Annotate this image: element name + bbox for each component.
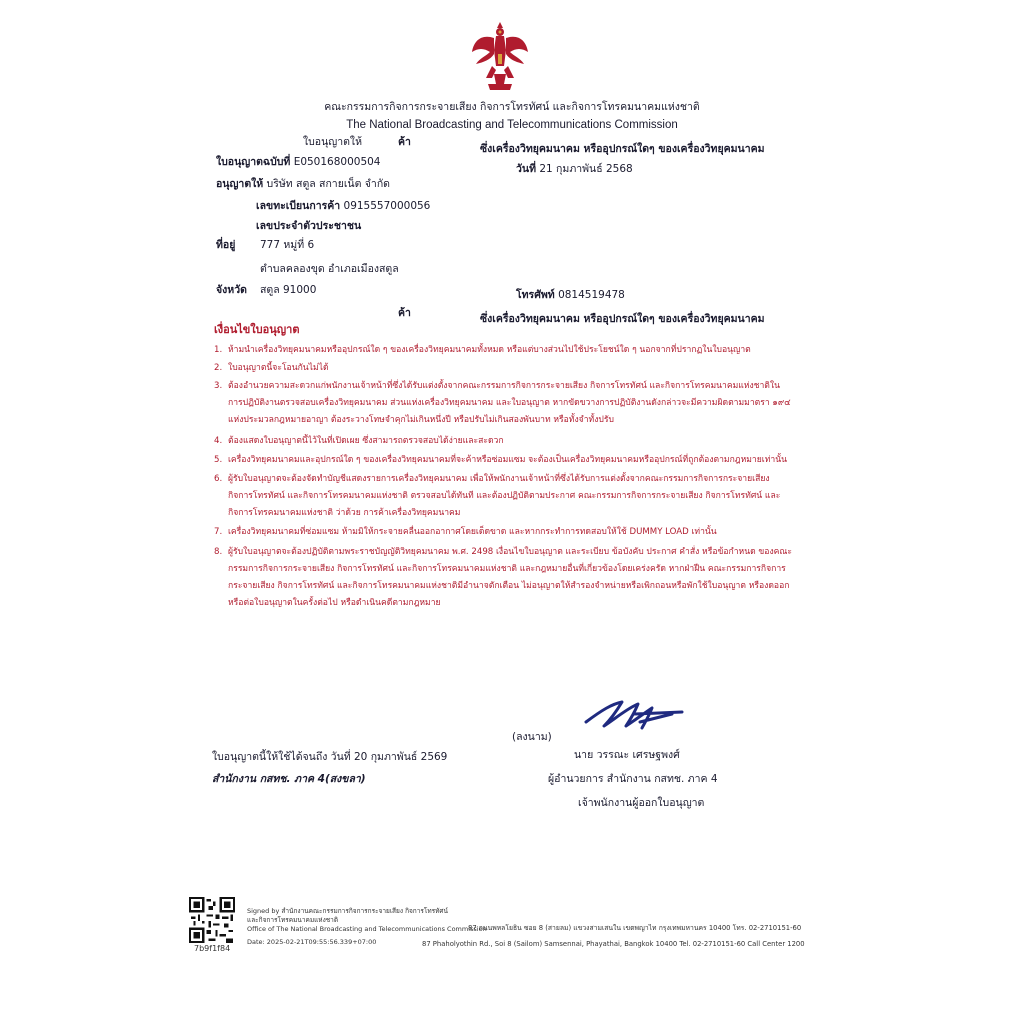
license-date-row xyxy=(516,162,633,176)
condition-item xyxy=(214,524,794,541)
signature-label: (ลงนาม) xyxy=(512,731,552,743)
condition-item xyxy=(214,471,794,523)
address-label: ที่อยู่ xyxy=(216,239,236,251)
grantee-name: บริษัท สตูล สกายเน็ต จำกัด xyxy=(266,178,390,190)
province-label: จังหวัด xyxy=(216,284,247,296)
signed-by-line-1: Signed by สำนักงานคณะกรรมการกิจการกระจายเสียง กิจการโทรทัศน์ xyxy=(247,907,449,915)
address-line-1: 777 หมู่ที่ 6 xyxy=(260,239,315,251)
license-type-repeat: ค้า xyxy=(398,307,411,319)
phone-number: 0814519478 xyxy=(558,289,625,301)
validity-text: ใบอนุญาตนี้ให้ใช้ได้จนถึง วันที่ 20 กุมภาพันธ์ 2569 xyxy=(212,751,448,763)
qr-code-icon xyxy=(189,897,235,943)
grantee-label: อนุญาตให้ xyxy=(216,178,264,190)
condition-text: ผู้รับใบอนุญาตจะต้องจัดทำบัญชีแสดงรายการเครื่องวิทยุคมนาคม เพื่อให้พนักงานเจ้าหน้าที่ซึ่งได้รับการแต่งตั้งจากคณะกรรมการกิจการกระจายเสียง กิจการโทรทัศน์ และกิจการโทรคมนาคมแห่งชาติ ตรวจสอบได้ทันที และต้องปฏิบัติตามประกาศ คณะกรรมการกิจการกระจายเสียง กิจการโทรทัศน์ และกิจการโทรคมนาคมแห่งชาติ ว่าด้วย การค้าเครื่องวิทยุคมนาคม xyxy=(228,474,781,518)
trade-registration-label: เลขทะเบียนการค้า xyxy=(256,200,341,212)
conditions-title: เงื่อนไขใบอนุญาต xyxy=(214,323,300,336)
office-address-thai: 87 ถนนพหลโยธิน ซอย 8 (สายลม) แขวงสามเสนใน เขตพญาไท กรุงเทพมหานคร 10400 โทร. 02-2710151-60 xyxy=(468,924,802,932)
handwritten-signature xyxy=(582,696,686,732)
license-number-label: ใบอนุญาตฉบับที่ xyxy=(216,156,291,168)
condition-number: 4. xyxy=(214,436,223,446)
license-description-repeat: ซึ่งเครื่องวิทยุคมนาคม หรืออุปกรณ์ใดๆ ของเครื่องวิทยุคมนาคม xyxy=(480,313,765,325)
condition-text: ใบอนุญาตนี้จะโอนกันไม่ได้ xyxy=(228,363,329,373)
condition-item xyxy=(214,360,794,377)
qr-code-label: 7b9f1f84 xyxy=(194,944,231,953)
condition-number: 6. xyxy=(214,474,223,484)
condition-number: 1. xyxy=(214,345,223,355)
agency-title-thai: คณะกรรมการกิจการกระจายเสียง กิจการโทรทัศน์ และกิจการโทรคมนาคมแห่งชาติ xyxy=(324,101,700,113)
condition-number: 8. xyxy=(214,547,223,557)
office-address-english: 87 Phaholyothin Rd., Soi 8 (Sailom) Samsennai, Phayathai, Bangkok 10400 Tel. 02-2710151-60 Call Center 1200 xyxy=(422,940,805,948)
signer-role: เจ้าพนักงานผู้ออกใบอนุญาต xyxy=(578,797,705,809)
signer-name: นาย วรรณะ เศรษฐพงศ์ xyxy=(574,749,680,761)
signed-by-line-2: และกิจการโทรคมนาคมแห่งชาติ xyxy=(247,916,339,924)
garuda-emblem-icon xyxy=(468,18,532,94)
condition-text: เครื่องวิทยุคมนาคมที่ซ่อมแซม ห้ามมิให้กระจายคลื่นออกอากาศโดยเด็ดขาด และหากกระทำการทดสอบให้ใช้ DUMMY LOAD เท่านั้น xyxy=(228,527,717,537)
condition-number: 2. xyxy=(214,363,223,373)
signing-date: Date: 2025-02-21T09:55:56.339+07:00 xyxy=(247,938,377,946)
condition-item xyxy=(214,342,794,359)
agency-title-english: The National Broadcasting and Telecommunications Commission xyxy=(346,119,678,131)
condition-text: ต้องแสดงใบอนุญาตนี้ไว้ในที่เปิดเผย ซึ่งสามารถตรวจสอบได้ง่ายและสะดวก xyxy=(228,436,504,446)
trade-registration-number: 0915557000056 xyxy=(343,200,431,212)
condition-text: ผู้รับใบอนุญาตจะต้องปฏิบัติตามพระราชบัญญัติวิทยุคมนาคม พ.ศ. 2498 เงื่อนไขใบอนุญาต และระเบียบ ข้อบังคับ ประกาศ คำสั่ง หรือข้อกำหนด ของคณะกรรมการกิจการกระจายเสียง กิจการโทรทัศน์ และกิจการโทรคมนาคมแห่งชาติ และกฎหมายอื่นที่เกี่ยวข้องโดยเคร่งครัด หากฝ่าฝืน คณะกรรมการกิจการกระจายเสียง กิจการโทรทัศน์ และกิจการโทรคมนาคมแห่งชาติมีอำนาจตักเตือน ไม่อนุญาตให้สำรองจำหน่ายหรือเพิกถอนหรือพักใช้ใบอนุญาต หรืองดออกหรือต่อใบอนุญาตในครั้งต่อไป หรือดำเนินคดีตามกฎหมาย xyxy=(228,547,792,608)
grantee-row xyxy=(216,177,390,191)
trade-registration-row xyxy=(256,199,430,213)
license-number-row xyxy=(216,155,381,169)
license-description: ซึ่งเครื่องวิทยุคมนาคม หรืออุปกรณ์ใดๆ ของเครื่องวิทยุคมนาคม xyxy=(480,143,765,155)
condition-item xyxy=(214,544,794,616)
phone-row xyxy=(516,288,625,302)
license-type: ค้า xyxy=(398,136,411,148)
license-date-label: วันที่ xyxy=(516,163,536,175)
condition-number: 5. xyxy=(214,455,223,465)
condition-item xyxy=(214,452,794,469)
condition-number: 3. xyxy=(214,381,223,391)
phone-label: โทรศัพท์ xyxy=(516,289,555,301)
signer-position: ผู้อำนวยการ สำนักงาน กสทช. ภาค 4 xyxy=(548,773,718,785)
signed-by-line-3: Office of The National Broadcasting and Telecommunications Commission xyxy=(247,925,487,933)
condition-number: 7. xyxy=(214,527,223,537)
license-label: ใบอนุญาตให้ xyxy=(303,136,362,148)
condition-text: เครื่องวิทยุคมนาคมและอุปกรณ์ใด ๆ ของเครื่องวิทยุคมนาคมที่จะค้าหรือซ่อมแซม จะต้องเป็นเครื่องวิทยุคมนาคมหรืออุปกรณ์ที่ถูกต้องตามกฎหมายเท่านั้น xyxy=(228,455,787,465)
condition-text: ต้องอำนวยความสะดวกแก่พนักงานเจ้าหน้าที่ซึ่งได้รับแต่งตั้งจากคณะกรรมการกิจการกระจายเสียง กิจการโทรทัศน์ และกิจการโทรคมนาคมแห่งชาติในการปฏิบัติงานตรวจสอบเครื่องวิทยุคมนาคม ส่วนแห่งเครื่องวิทยุคมนาคม และใบอนุญาต หากขัดขวางการปฏิบัติงานดังกล่าวจะมีความผิดตามมาตรา ๑๙๔ แห่งประมวลกฎหมายอาญา ต้องระวางโทษจำคุกไม่เกินหนึ่งปี หรือปรับไม่เกินสองพันบาท หรือทั้งจำทั้งปรับ xyxy=(228,381,791,425)
condition-text: ห้ามนำเครื่องวิทยุคมนาคมหรืออุปกรณ์ใด ๆ ของเครื่องวิทยุคมนาคมทั้งหมด หรือแต่บางส่วนไปใช้ประโยชน์ใด ๆ นอกจากที่ปรากฏในใบอนุญาต xyxy=(228,345,751,355)
condition-item xyxy=(214,433,794,450)
address-line-2: ตำบลคลองขุด อำเภอเมืองสตูล xyxy=(260,263,399,275)
condition-item xyxy=(214,378,794,430)
citizen-id-label: เลขประจำตัวประชาชน xyxy=(256,220,362,232)
issuing-office: สำนักงาน กสทช. ภาค 4(สงขลา) xyxy=(212,773,366,785)
license-number: E050168000504 xyxy=(293,156,381,168)
license-date: 21 กุมภาพันธ์ 2568 xyxy=(539,163,633,175)
province-value: สตูล 91000 xyxy=(260,284,317,296)
